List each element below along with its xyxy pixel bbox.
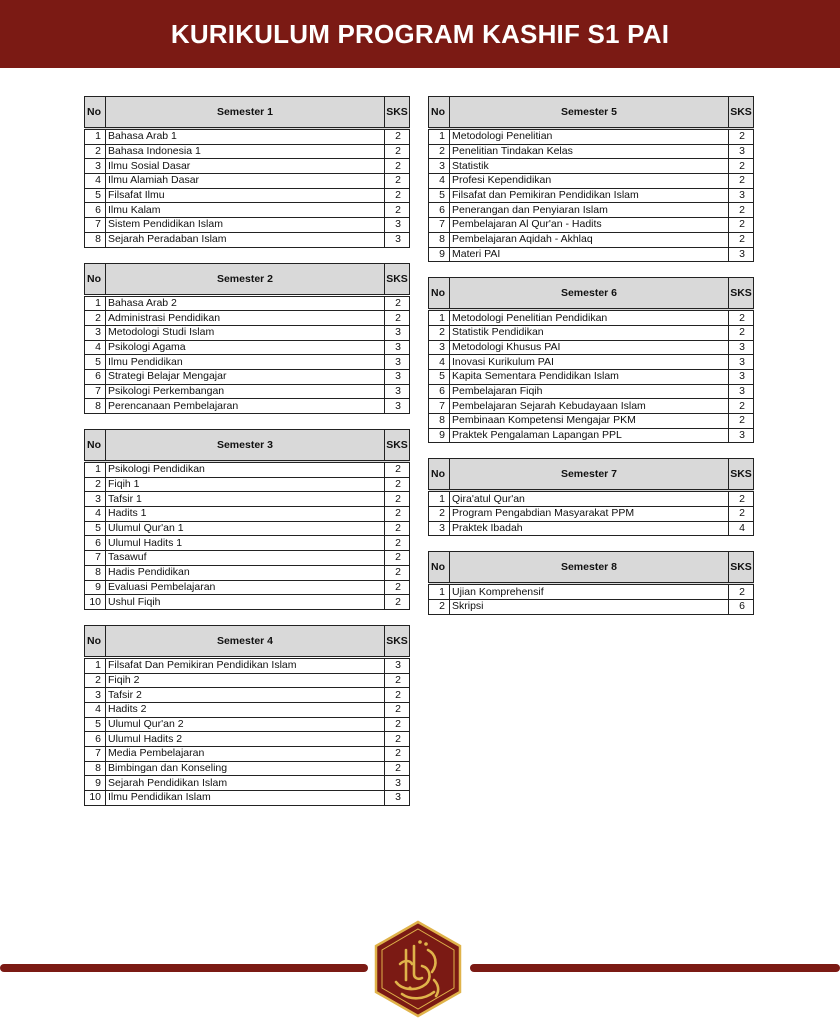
page-title: KURIKULUM PROGRAM KASHIF S1 PAI: [170, 18, 670, 49]
course-number: 7: [85, 218, 106, 233]
table-row: [85, 551, 410, 566]
course-number: 5: [85, 355, 106, 370]
course-number: 4: [85, 702, 106, 717]
table-row: [85, 702, 410, 717]
table-header-row: [85, 625, 410, 657]
course-number: 3: [85, 159, 106, 174]
course-name: Media Pembelajaran: [106, 747, 385, 762]
table-header-row: [85, 430, 410, 462]
course-name: Praktek Pengalaman Lapangan PPL: [450, 428, 729, 443]
course-name: Statistik: [450, 159, 729, 174]
course-name: Bahasa Indonesia 1: [106, 144, 385, 159]
header-no: No: [85, 625, 106, 657]
course-number: 8: [429, 232, 450, 247]
course-name: Pembelajaran Sejarah Kebudayaan Islam: [450, 399, 729, 414]
table-row: [85, 203, 410, 218]
course-number: 4: [85, 340, 106, 355]
course-name: Metodologi Khusus PAI: [450, 340, 729, 355]
course-name: Ulumul Qur'an 1: [106, 521, 385, 536]
course-name: Sejarah Pendidikan Islam: [106, 776, 385, 791]
table-row: [429, 159, 754, 174]
course-name: Bahasa Arab 1: [106, 129, 385, 145]
course-name: Penerangan dan Penyiaran Islam: [450, 203, 729, 218]
course-number: 5: [429, 369, 450, 384]
course-number: 6: [85, 203, 106, 218]
course-number: 3: [429, 521, 450, 536]
course-number: 4: [85, 507, 106, 522]
course-sks: 2: [729, 232, 754, 247]
page-header: [0, 0, 840, 68]
course-number: 4: [429, 355, 450, 370]
course-sks: 2: [729, 174, 754, 189]
header-no: No: [429, 278, 450, 310]
course-sks: 3: [729, 340, 754, 355]
course-sks: 2: [385, 203, 410, 218]
course-sks: 2: [385, 507, 410, 522]
course-name: Ushul Fiqih: [106, 595, 385, 610]
semester-table: [84, 263, 410, 415]
table-row: [85, 732, 410, 747]
course-number: 1: [85, 462, 106, 478]
course-sks: 2: [729, 414, 754, 429]
course-name: Sejarah Peradaban Islam: [106, 232, 385, 247]
table-row: [85, 657, 410, 673]
semester-table: [428, 277, 754, 443]
course-name: Filsafat dan Pemikiran Pendidikan Islam: [450, 188, 729, 203]
course-name: Tafsir 2: [106, 688, 385, 703]
table-row: [429, 188, 754, 203]
course-sks: 2: [385, 311, 410, 326]
semester-table: [428, 458, 754, 536]
course-sks: 2: [385, 521, 410, 536]
course-sks: 3: [385, 776, 410, 791]
course-name: Pembinaan Kompetensi Mengajar PKM: [450, 414, 729, 429]
course-sks: 2: [385, 188, 410, 203]
table-row: [429, 384, 754, 399]
table-row: [429, 247, 754, 262]
course-name: Pembelajaran Aqidah - Akhlaq: [450, 232, 729, 247]
course-sks: 2: [385, 595, 410, 610]
course-name: Administrasi Pendidikan: [106, 311, 385, 326]
table-row: [429, 414, 754, 429]
course-name: Metodologi Penelitian Pendidikan: [450, 310, 729, 326]
header-sks: SKS: [385, 430, 410, 462]
right-column: [428, 96, 754, 630]
course-name: Hadits 2: [106, 702, 385, 717]
course-number: 7: [85, 384, 106, 399]
table-row: [85, 218, 410, 233]
table-row: [85, 295, 410, 311]
course-sks: 3: [385, 657, 410, 673]
course-number: 2: [85, 477, 106, 492]
table-row: [429, 310, 754, 326]
course-sks: 3: [729, 428, 754, 443]
course-number: 1: [429, 129, 450, 145]
course-name: Perencanaan Pembelajaran: [106, 399, 385, 414]
table-row: [85, 507, 410, 522]
course-name: Program Pengabdian Masyarakat PPM: [450, 507, 729, 522]
course-name: Psikologi Pendidikan: [106, 462, 385, 478]
course-number: 1: [85, 129, 106, 145]
course-sks: 2: [385, 492, 410, 507]
table-row: [85, 384, 410, 399]
course-name: Statistik Pendidikan: [450, 325, 729, 340]
course-number: 3: [85, 325, 106, 340]
course-name: Pembelajaran Al Qur'an - Hadits: [450, 218, 729, 233]
table-row: [429, 232, 754, 247]
course-number: 1: [429, 310, 450, 326]
table-row: [85, 174, 410, 189]
course-name: Fiqih 2: [106, 673, 385, 688]
semester-title: Semester 1: [106, 97, 385, 129]
course-name: Strategi Belajar Mengajar: [106, 369, 385, 384]
table-row: [429, 600, 754, 615]
course-number: 9: [85, 580, 106, 595]
table-header-row: [429, 278, 754, 310]
course-name: Filsafat Ilmu: [106, 188, 385, 203]
table-row: [85, 369, 410, 384]
table-row: [429, 521, 754, 536]
course-number: 2: [85, 311, 106, 326]
course-name: Skripsi: [450, 600, 729, 615]
course-sks: 3: [385, 232, 410, 247]
table-row: [429, 129, 754, 145]
course-sks: 2: [385, 462, 410, 478]
course-number: 5: [85, 717, 106, 732]
course-sks: 2: [385, 295, 410, 311]
header-no: No: [85, 263, 106, 295]
course-sks: 2: [385, 717, 410, 732]
table-row: [85, 477, 410, 492]
header-sks: SKS: [385, 263, 410, 295]
course-number: 6: [85, 732, 106, 747]
course-sks: 2: [385, 702, 410, 717]
course-sks: 3: [729, 384, 754, 399]
header-no: No: [429, 97, 450, 129]
semester-title: Semester 4: [106, 625, 385, 657]
course-sks: 2: [729, 491, 754, 507]
course-sks: 2: [385, 129, 410, 145]
course-name: Hadis Pendidikan: [106, 565, 385, 580]
course-number: 8: [429, 414, 450, 429]
course-number: 7: [85, 551, 106, 566]
table-row: [429, 174, 754, 189]
course-name: Ilmu Sosial Dasar: [106, 159, 385, 174]
course-name: Ulumul Qur'an 2: [106, 717, 385, 732]
course-number: 5: [429, 188, 450, 203]
semester-table: [84, 429, 410, 610]
course-sks: 3: [385, 325, 410, 340]
course-number: 6: [429, 384, 450, 399]
semester-title: Semester 6: [450, 278, 729, 310]
course-sks: 2: [385, 174, 410, 189]
table-row: [85, 536, 410, 551]
course-number: 9: [429, 428, 450, 443]
course-sks: 2: [729, 584, 754, 600]
course-sks: 2: [385, 565, 410, 580]
course-name: Ilmu Kalam: [106, 203, 385, 218]
course-sks: 3: [385, 369, 410, 384]
course-sks: 2: [385, 551, 410, 566]
course-number: 2: [85, 144, 106, 159]
table-row: [429, 144, 754, 159]
table-row: [85, 159, 410, 174]
table-row: [85, 355, 410, 370]
course-sks: 4: [729, 521, 754, 536]
semester-title: Semester 8: [450, 552, 729, 584]
course-number: 4: [429, 174, 450, 189]
course-sks: 2: [729, 310, 754, 326]
table-row: [85, 717, 410, 732]
course-name: Kapita Sementara Pendidikan Islam: [450, 369, 729, 384]
course-sks: 3: [385, 399, 410, 414]
course-sks: 6: [729, 600, 754, 615]
table-header-row: [429, 459, 754, 491]
course-name: Tasawuf: [106, 551, 385, 566]
course-sks: 2: [385, 732, 410, 747]
table-row: [85, 232, 410, 247]
course-name: Bimbingan dan Konseling: [106, 761, 385, 776]
table-row: [85, 747, 410, 762]
course-sks: 3: [729, 355, 754, 370]
course-sks: 3: [385, 340, 410, 355]
table-row: [429, 399, 754, 414]
course-name: Filsafat Dan Pemikiran Pendidikan Islam: [106, 657, 385, 673]
table-row: [85, 521, 410, 536]
course-number: 9: [85, 776, 106, 791]
header-no: No: [429, 552, 450, 584]
course-number: 3: [429, 340, 450, 355]
course-number: 2: [429, 325, 450, 340]
header-sks: SKS: [729, 552, 754, 584]
semester-table: [84, 96, 410, 248]
course-number: 2: [85, 673, 106, 688]
header-no: No: [85, 430, 106, 462]
footer-divider-right: [470, 964, 840, 972]
course-name: Psikologi Agama: [106, 340, 385, 355]
table-row: [85, 462, 410, 478]
course-name: Hadits 1: [106, 507, 385, 522]
table-row: [429, 507, 754, 522]
course-number: 7: [429, 399, 450, 414]
course-name: Ujian Komprehensif: [450, 584, 729, 600]
course-number: 1: [85, 657, 106, 673]
course-sks: 2: [729, 203, 754, 218]
course-sks: 2: [385, 673, 410, 688]
table-row: [85, 129, 410, 145]
course-sks: 2: [385, 580, 410, 595]
course-number: 4: [85, 174, 106, 189]
course-name: Ulumul Hadits 1: [106, 536, 385, 551]
course-name: Ilmu Pendidikan Islam: [106, 791, 385, 806]
table-row: [85, 340, 410, 355]
course-sks: 2: [729, 159, 754, 174]
semester-title: Semester 5: [450, 97, 729, 129]
course-name: Sistem Pendidikan Islam: [106, 218, 385, 233]
kashif-logo-emblem: [372, 920, 464, 1018]
header-sks: SKS: [385, 625, 410, 657]
course-name: Ilmu Alamiah Dasar: [106, 174, 385, 189]
course-sks: 2: [385, 688, 410, 703]
course-sks: 3: [729, 369, 754, 384]
course-sks: 3: [385, 218, 410, 233]
course-sks: 3: [385, 384, 410, 399]
table-row: [429, 428, 754, 443]
course-number: 7: [85, 747, 106, 762]
course-sks: 2: [385, 761, 410, 776]
course-sks: 3: [729, 247, 754, 262]
course-number: 1: [85, 295, 106, 311]
course-name: Ulumul Hadits 2: [106, 732, 385, 747]
course-number: 3: [85, 688, 106, 703]
course-number: 2: [429, 144, 450, 159]
course-name: Fiqih 1: [106, 477, 385, 492]
table-row: [429, 584, 754, 600]
table-row: [85, 580, 410, 595]
table-row: [429, 355, 754, 370]
table-row: [429, 369, 754, 384]
table-row: [429, 325, 754, 340]
header-sks: SKS: [729, 459, 754, 491]
course-name: Bahasa Arab 2: [106, 295, 385, 311]
table-row: [85, 673, 410, 688]
course-number: 10: [85, 791, 106, 806]
course-number: 8: [85, 761, 106, 776]
table-row: [85, 399, 410, 414]
table-row: [85, 188, 410, 203]
table-header-row: [429, 552, 754, 584]
course-number: 8: [85, 399, 106, 414]
course-name: Tafsir 1: [106, 492, 385, 507]
course-sks: 2: [729, 218, 754, 233]
semester-title: Semester 7: [450, 459, 729, 491]
course-name: Pembelajaran Fiqih: [450, 384, 729, 399]
table-row: [429, 218, 754, 233]
course-name: Metodologi Penelitian: [450, 129, 729, 145]
semester-table: [84, 625, 410, 806]
course-name: Qira'atul Qur'an: [450, 491, 729, 507]
footer-divider-left: [0, 964, 368, 972]
course-sks: 3: [385, 355, 410, 370]
table-row: [85, 791, 410, 806]
header-sks: SKS: [385, 97, 410, 129]
course-name: Penelitian Tindakan Kelas: [450, 144, 729, 159]
course-number: 8: [85, 565, 106, 580]
course-sks: 3: [729, 144, 754, 159]
table-row: [85, 311, 410, 326]
course-name: Materi PAI: [450, 247, 729, 262]
course-sks: 2: [385, 159, 410, 174]
table-row: [85, 761, 410, 776]
table-row: [85, 565, 410, 580]
table-row: [85, 144, 410, 159]
table-header-row: [429, 97, 754, 129]
table-row: [429, 491, 754, 507]
course-sks: 2: [385, 536, 410, 551]
course-number: 10: [85, 595, 106, 610]
course-number: 9: [429, 247, 450, 262]
course-sks: 3: [729, 188, 754, 203]
course-number: 6: [85, 369, 106, 384]
course-number: 3: [85, 492, 106, 507]
course-name: Ilmu Pendidikan: [106, 355, 385, 370]
course-number: 3: [429, 159, 450, 174]
course-name: Psikologi Perkembangan: [106, 384, 385, 399]
course-number: 5: [85, 188, 106, 203]
semester-table: [428, 551, 754, 614]
table-row: [85, 688, 410, 703]
course-number: 5: [85, 521, 106, 536]
course-sks: 2: [729, 507, 754, 522]
table-header-row: [85, 263, 410, 295]
left-column: [84, 96, 410, 821]
table-row: [85, 492, 410, 507]
course-number: 2: [429, 600, 450, 615]
course-sks: 2: [385, 747, 410, 762]
table-row: [85, 595, 410, 610]
course-name: Profesi Kependidikan: [450, 174, 729, 189]
course-number: 1: [429, 491, 450, 507]
header-no: No: [85, 97, 106, 129]
table-row: [85, 776, 410, 791]
semester-table: [428, 96, 754, 262]
course-sks: 2: [385, 144, 410, 159]
course-name: Metodologi Studi Islam: [106, 325, 385, 340]
course-name: Evaluasi Pembelajaran: [106, 580, 385, 595]
table-row: [429, 203, 754, 218]
course-sks: 2: [729, 325, 754, 340]
header-no: No: [429, 459, 450, 491]
header-sks: SKS: [729, 97, 754, 129]
course-name: Praktek Ibadah: [450, 521, 729, 536]
course-number: 1: [429, 584, 450, 600]
course-number: 6: [85, 536, 106, 551]
course-sks: 2: [729, 129, 754, 145]
course-name: Inovasi Kurikulum PAI: [450, 355, 729, 370]
course-number: 2: [429, 507, 450, 522]
course-number: 7: [429, 218, 450, 233]
header-sks: SKS: [729, 278, 754, 310]
table-header-row: [85, 97, 410, 129]
semester-title: Semester 3: [106, 430, 385, 462]
course-sks: 3: [385, 791, 410, 806]
course-sks: 2: [729, 399, 754, 414]
course-number: 6: [429, 203, 450, 218]
table-row: [429, 340, 754, 355]
course-sks: 2: [385, 477, 410, 492]
course-number: 8: [85, 232, 106, 247]
semester-title: Semester 2: [106, 263, 385, 295]
table-row: [85, 325, 410, 340]
